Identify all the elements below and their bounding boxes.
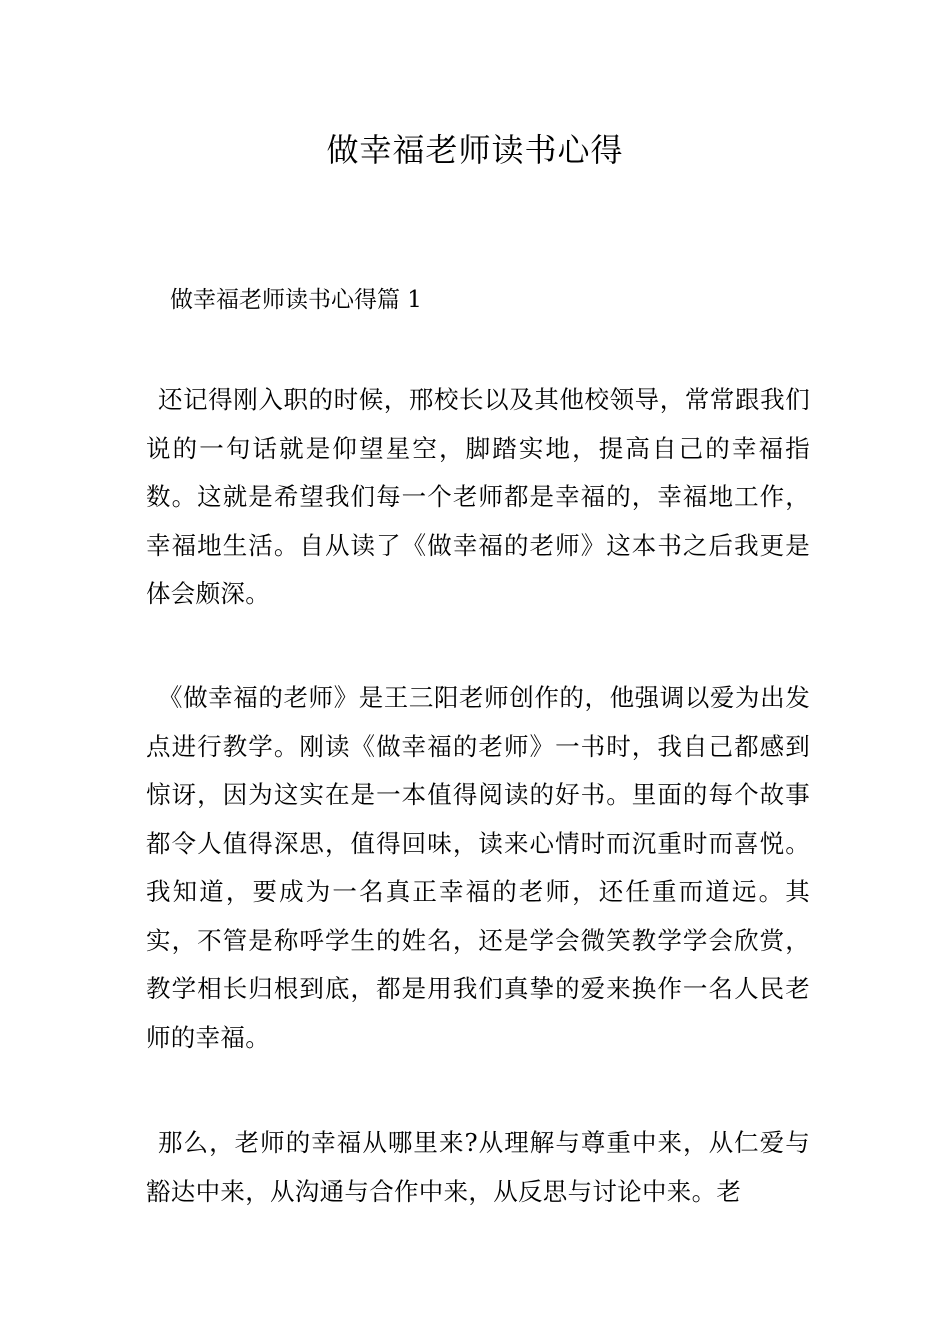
paragraph-3: 那么，老师的幸福从哪里来?从理解与尊重中来，从仁爱与豁达中来，从沟通与合作中来，从反思与讨论中来。老: [146, 1128, 810, 1206]
paragraph-1: 还记得刚入职的时候，邢校长以及其他校领导，常常跟我们说的一句话就是仰望星空，脚踏实地，提高自己的幸福指数。这就是希望我们每一个老师都是幸福的，幸福地工作，幸福地生活。自从读了《做幸福的老师》这本书之后我更是体会颇深。: [146, 385, 810, 608]
section-heading: 做幸福老师读书心得篇 1: [170, 287, 422, 313]
document-title: 做幸福老师读书心得: [326, 131, 624, 169]
paragraph-2: 《做幸福的老师》是王三阳老师创作的，他强调以爱为出发点进行教学。刚读《做幸福的老师》一书时，我自己都感到惊讶，因为这实在是一本值得阅读的好书。里面的每个故事都令人值得深思，值得回味，读来心情时而沉重时而喜悦。我知道，要成为一名真正幸福的老师，还任重而道远。其实，不管是称呼学生的姓名，还是学会微笑教学学会欣赏，教学相长归根到底，都是用我们真挚的爱来换作一名人民老师的幸福。: [146, 683, 810, 1052]
